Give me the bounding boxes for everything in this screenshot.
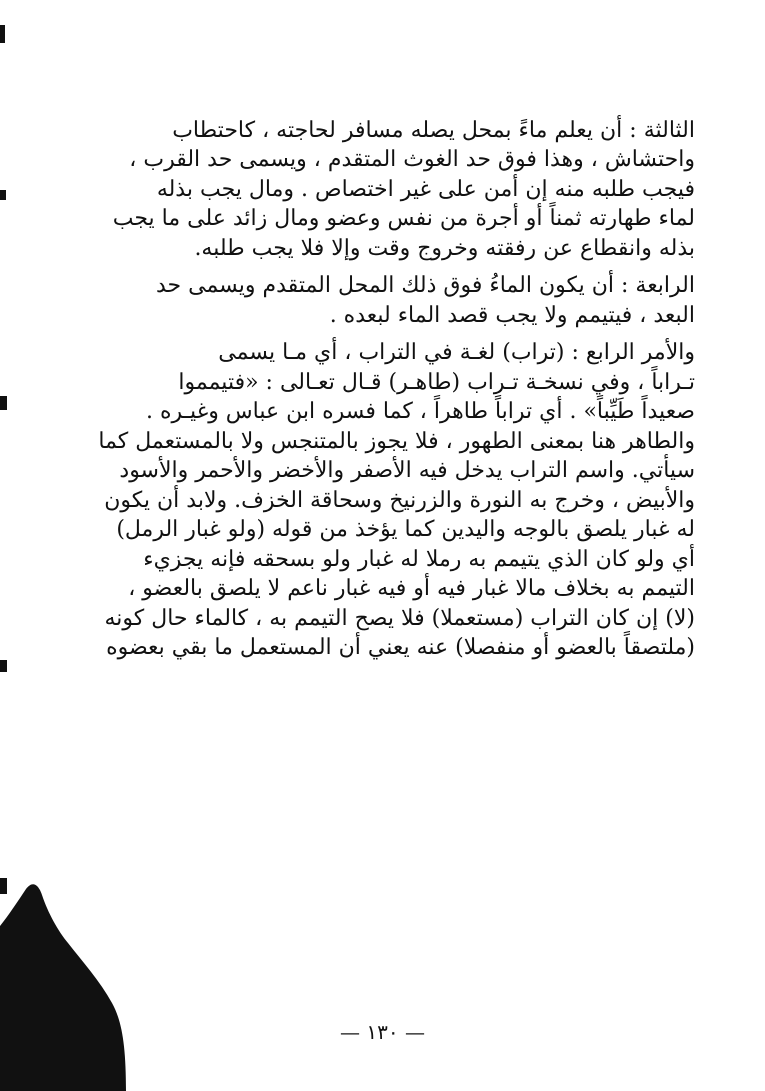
scan-edge-mark bbox=[0, 25, 5, 43]
scan-edge-mark bbox=[0, 396, 7, 410]
scan-shadow-blot bbox=[0, 871, 130, 1091]
page-number: — ١٣٠ — bbox=[340, 1020, 425, 1044]
paragraph-soil-requirement: والأمر الرابع : (تراب) لغـة في التراب ، أي مـا يسمى تـراباً ، وفي نسخـة تـراب (طاهـر) قـال تعـالى : «فتيمموا صعيداً طَيِّباً» . أي تراباً طاهراً ، كما فسره ابن عباس وغيـره . والطاهر هنا بمعنى الطهور ، فلا يجوز بالمتنجس ولا بالمستعمل كما سيأتي. واسم التراب يدخل فيه الأصفر والأخضر والأحمر والأسود والأبيض ، وخرج به النورة والزرنيخ وسحاقة الخزف. ولابد أن يكون له غبار يلصق بالوجه واليدين كما يؤخذ من قوله (ولو غبار الرمل) أي ولو كان الذي يتيمم به رملا له غبار ولو بسحقه فإنه يجزيء التيمم به بخلاف مالا غبار فيه أو فيه غبار ناعم لا يلصق بالعضو ، (لا) إن كان التراب (مستعملا) فلا يصح التيمم به ، كالماء حال كونه (ملتصقاً بالعضو أو منفصلا) عنه يعني أن المستعمل ما بقي بعضوه bbox=[98, 340, 695, 660]
scan-edge-mark bbox=[0, 660, 7, 672]
paragraph-third-condition: الثالثة : أن يعلم ماءً بمحل يصله مسافر لحاجته ، كاحتطاب واحتشاش ، وهذا فوق حد الغوث المتقدم ، ويسمى حد القرب ، فيجب طلبه منه إن أمن على غير اختصاص . ومال يجب بذله لماء طهارته ثمناً أو أجرة من نفس وعضو ومال زائد على ما يجب بذله وانقطاع عن رفقته وخروج وقت وإلا فلا يجب طلبه. bbox=[112, 118, 695, 261]
scan-edge-mark bbox=[0, 190, 6, 200]
paragraph-fourth-condition: الرابعة : أن يكون الماءُ فوق ذلك المحل المتقدم ويسمى حد البعد ، فيتيمم ولا يجب قصد الماء لبعده . bbox=[155, 273, 695, 328]
page-body-text bbox=[67, 116, 695, 662]
